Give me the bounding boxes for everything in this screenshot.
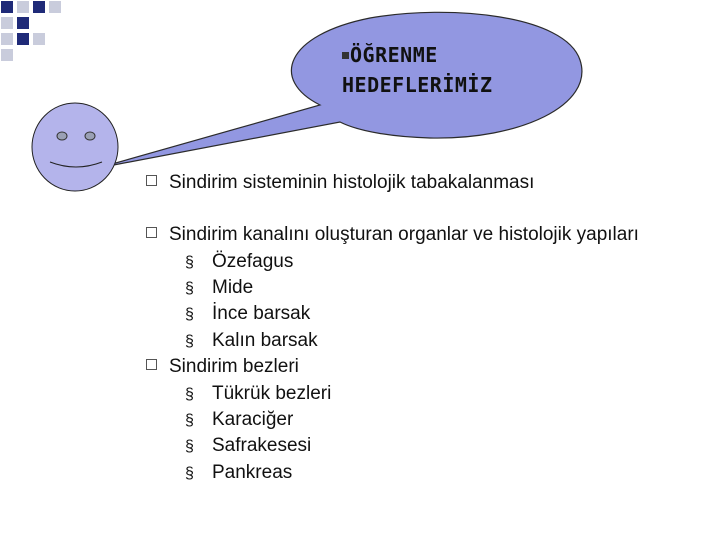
section-bullet-icon: § [185, 386, 194, 403]
section-bullet-icon: § [185, 254, 194, 271]
sub-list-item [185, 250, 293, 275]
sub-list-item-text: Mide [212, 277, 254, 298]
list-item-text: Sindirim bezleri [169, 356, 299, 377]
list-item-text: Sindirim sisteminin histolojik tabakalanması [169, 172, 535, 193]
sub-list-item-text: Kalın barsak [212, 330, 318, 351]
sub-list-item-text: Safrakesesi [212, 435, 312, 456]
list-item [146, 171, 534, 195]
sub-list-item [185, 408, 293, 433]
sub-list-item-text: Karaciğer [212, 409, 294, 430]
list-item [146, 355, 299, 379]
section-bullet-icon: § [185, 438, 194, 455]
sub-list-item [185, 382, 331, 407]
sub-list-item [185, 302, 310, 327]
sub-list-item-text: Tükrük bezleri [212, 383, 332, 404]
checkbox-bullet-icon [146, 227, 157, 238]
section-bullet-icon: § [185, 280, 194, 297]
title-line-2: HEDEFLERİMİZ [342, 73, 493, 97]
sub-list-item [185, 276, 253, 301]
section-bullet-icon: § [185, 306, 194, 323]
section-bullet-icon: § [185, 412, 194, 429]
sub-list-item [185, 434, 311, 459]
sub-list-item-text: Pankreas [212, 462, 293, 483]
sub-list-item [185, 329, 318, 354]
section-bullet-icon: § [185, 465, 194, 482]
checkbox-bullet-icon [146, 359, 157, 370]
sub-list-item-text: İnce barsak [212, 303, 311, 324]
sub-list-item [185, 461, 292, 486]
list-item-text: Sindirim kanalını oluşturan organlar ve histolojik yapıları [169, 224, 639, 245]
checkbox-bullet-icon [146, 175, 157, 186]
sub-list-item-text: Özefagus [212, 251, 294, 272]
section-bullet-icon: § [185, 333, 194, 350]
list-item [146, 223, 639, 247]
title-line-1: ÖĞRENME [350, 43, 438, 67]
